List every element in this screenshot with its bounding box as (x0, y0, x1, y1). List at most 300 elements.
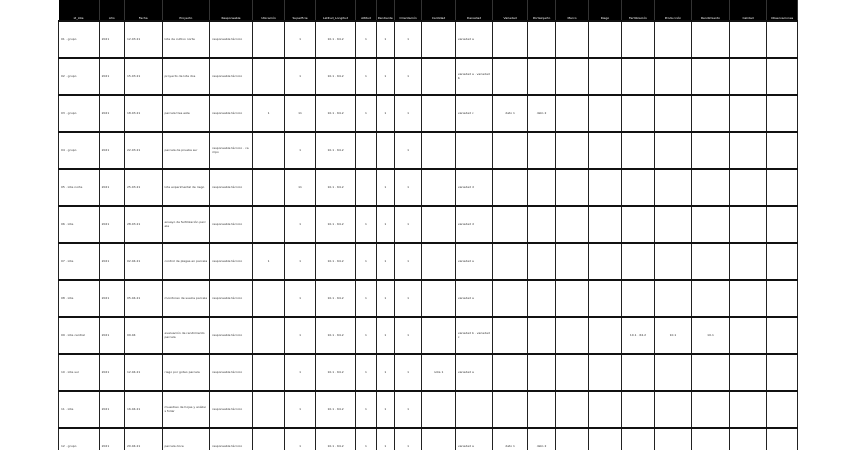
table-cell[interactable]: 22.03.21 (124, 132, 162, 169)
table-cell[interactable] (252, 21, 284, 58)
table-cell[interactable]: 1 (356, 206, 376, 243)
table-cell[interactable] (556, 132, 588, 169)
table-cell[interactable] (767, 58, 798, 95)
table-cell[interactable] (588, 428, 621, 450)
table-cell[interactable] (556, 280, 588, 317)
table-cell[interactable]: 16.04.21 (124, 391, 162, 428)
table-cell[interactable] (556, 206, 588, 243)
table-cell[interactable] (767, 206, 798, 243)
table-cell[interactable]: 10.1 · 64.2 (315, 58, 356, 95)
table-cell[interactable]: parcela de prueba sur (162, 132, 210, 169)
table-cell[interactable]: responsable técnico (210, 391, 253, 428)
table-cell[interactable] (556, 58, 588, 95)
table-cell[interactable]: 1 (285, 58, 315, 95)
table-cell[interactable]: dato 1 (493, 95, 528, 132)
table-cell[interactable]: responsable técnico (210, 243, 253, 280)
column-header[interactable]: Proyecto (162, 0, 210, 21)
table-cell[interactable]: 06 · lote (59, 206, 100, 243)
table-cell[interactable] (622, 243, 654, 280)
table-cell[interactable]: 10.1 · 64.2 (315, 391, 356, 428)
table-cell[interactable] (422, 243, 455, 280)
column-header[interactable]: Observaciones (767, 0, 798, 21)
table-body (59, 21, 798, 450)
table-cell[interactable] (493, 317, 528, 354)
table-cell[interactable] (422, 58, 455, 95)
table-cell[interactable] (622, 95, 654, 132)
table-cell[interactable] (422, 169, 455, 206)
table-cell[interactable]: 1 (376, 280, 394, 317)
table-cell[interactable]: 1 (285, 206, 315, 243)
table-cell[interactable] (729, 206, 767, 243)
table-cell[interactable]: 1 (356, 280, 376, 317)
table-cell[interactable]: 10 · lote sur (59, 354, 100, 391)
table-cell[interactable]: 1 (285, 280, 315, 317)
table-cell[interactable]: 10.1 · 64.2 (315, 317, 356, 354)
table-cell[interactable]: 1 (376, 354, 394, 391)
table-cell[interactable] (556, 21, 588, 58)
table-cell[interactable] (556, 169, 588, 206)
table-cell[interactable]: 28.03.21 (124, 206, 162, 243)
table-cell[interactable]: responsable técnico (210, 317, 253, 354)
table-cell[interactable] (252, 317, 284, 354)
table-cell[interactable] (252, 132, 284, 169)
column-header[interactable]: id_lote (59, 0, 100, 21)
table-cell[interactable]: dato 2 (527, 95, 555, 132)
table-cell[interactable] (252, 354, 284, 391)
table-cell[interactable]: 04 · grupo (59, 132, 100, 169)
table-cell[interactable] (654, 132, 692, 169)
table-cell[interactable]: 1 (394, 317, 421, 354)
table-cell[interactable] (767, 317, 798, 354)
table-cell[interactable]: 1 (376, 428, 394, 450)
table-cell[interactable] (588, 391, 621, 428)
table-cell[interactable]: 2021 (99, 132, 124, 169)
table-cell[interactable]: responsable técnico (210, 58, 253, 95)
table-cell[interactable]: 10.1 · 64.2 (622, 317, 654, 354)
table-cell[interactable] (654, 428, 692, 450)
spreadsheet (58, 0, 798, 450)
table-cell[interactable] (767, 132, 798, 169)
table-cell[interactable]: 2021 (99, 243, 124, 280)
column-header[interactable]: Latitud_Longitud (315, 0, 356, 21)
table-cell[interactable] (527, 58, 555, 95)
table-cell[interactable]: 11 (285, 95, 315, 132)
table-cell[interactable] (493, 243, 528, 280)
table-cell[interactable] (622, 21, 654, 58)
table-cell[interactable]: 01 · grupo (59, 21, 100, 58)
table-cell[interactable]: 1 (376, 58, 394, 95)
table-row (59, 391, 798, 428)
data-table (58, 0, 798, 450)
column-header[interactable]: Ubicación (252, 0, 284, 21)
table-cell[interactable] (493, 132, 528, 169)
table-cell[interactable]: responsable técnico (210, 95, 253, 132)
table-cell[interactable] (556, 317, 588, 354)
column-header[interactable]: Portainjerto (527, 0, 555, 21)
table-cell[interactable] (767, 280, 798, 317)
table-cell[interactable]: 1 (285, 317, 315, 354)
table-cell[interactable] (654, 391, 692, 428)
table-cell[interactable]: 2021 (99, 206, 124, 243)
table-cell[interactable]: muestreo de hojas y análisis foliar (162, 391, 210, 428)
table-cell[interactable] (654, 58, 692, 95)
table-cell[interactable] (767, 354, 798, 391)
table-cell[interactable] (422, 428, 455, 450)
column-header[interactable]: Fecha (124, 0, 162, 21)
table-cell[interactable]: nota 1 (422, 354, 455, 391)
table-cell[interactable] (493, 58, 528, 95)
table-row (59, 132, 798, 169)
table-cell[interactable] (729, 21, 767, 58)
column-header[interactable]: Cantidad (422, 0, 455, 21)
table-cell[interactable]: 2021 (99, 391, 124, 428)
column-header[interactable]: Superficie (285, 0, 315, 21)
table-cell[interactable]: 10.1 (692, 317, 730, 354)
table-cell[interactable] (493, 391, 528, 428)
table-cell[interactable] (622, 58, 654, 95)
table-cell[interactable]: ensayo de fertilización parcela (162, 206, 210, 243)
table-cell[interactable]: 2021 (99, 280, 124, 317)
table-cell[interactable]: 11 (285, 169, 315, 206)
table-cell[interactable] (692, 354, 730, 391)
table-cell[interactable]: parcela tres este (162, 95, 210, 132)
table-cell[interactable] (729, 280, 767, 317)
table-cell[interactable]: 1 (394, 58, 421, 95)
table-cell[interactable]: 12 · grupo (59, 428, 100, 450)
table-cell[interactable] (527, 354, 555, 391)
table-cell[interactable] (692, 391, 730, 428)
table-cell[interactable]: 25.03.21 (124, 169, 162, 206)
table-cell[interactable] (767, 428, 798, 450)
table-cell[interactable] (588, 317, 621, 354)
table-cell[interactable]: evaluación de rendimiento parcela (162, 317, 210, 354)
table-cell[interactable] (692, 95, 730, 132)
table-cell[interactable] (767, 95, 798, 132)
table-cell[interactable]: 1 (285, 21, 315, 58)
table-cell[interactable]: dato 1 (493, 428, 528, 450)
table-cell[interactable] (588, 58, 621, 95)
table-cell[interactable] (356, 169, 376, 206)
table-cell[interactable]: 1 (376, 21, 394, 58)
table-row (59, 354, 798, 391)
table-cell[interactable]: 1 (376, 391, 394, 428)
table-cell[interactable]: 1 (394, 280, 421, 317)
header-row (59, 0, 798, 21)
table-cell[interactable]: 10.1 · 64.2 (315, 169, 356, 206)
table-cell[interactable] (422, 391, 455, 428)
column-header[interactable]: Orientación (394, 0, 421, 21)
column-header[interactable]: Rendimiento (692, 0, 730, 21)
table-cell[interactable]: 02 · grupo (59, 58, 100, 95)
table-cell[interactable]: dato 2 (527, 428, 555, 450)
table-cell[interactable]: responsable técnico (210, 280, 253, 317)
table-cell[interactable]: 1 (376, 206, 394, 243)
column-header[interactable]: Responsable (210, 0, 253, 21)
table-cell[interactable]: 1 (394, 95, 421, 132)
table-cell[interactable] (588, 132, 621, 169)
table-cell[interactable]: 2021 (99, 169, 124, 206)
table-cell[interactable] (729, 428, 767, 450)
table-row (59, 243, 798, 280)
table-cell[interactable] (692, 132, 730, 169)
table-cell[interactable]: variedad a (455, 280, 493, 317)
table-cell[interactable]: 1 (356, 243, 376, 280)
table-cell[interactable] (654, 243, 692, 280)
table-cell[interactable] (767, 21, 798, 58)
table-cell[interactable] (493, 169, 528, 206)
table-cell[interactable]: 1 (285, 132, 315, 169)
table-cell[interactable] (527, 206, 555, 243)
column-header[interactable]: Fertilización (622, 0, 654, 21)
table-cell[interactable]: 1 (252, 243, 284, 280)
table-cell[interactable] (252, 206, 284, 243)
table-cell[interactable] (455, 391, 493, 428)
table-cell[interactable]: 05 · lote norte (59, 169, 100, 206)
table-cell[interactable]: 1 (376, 169, 394, 206)
table-cell[interactable] (422, 206, 455, 243)
table-cell[interactable]: 2021 (99, 58, 124, 95)
table-cell[interactable]: responsable técnico (210, 428, 253, 450)
table-cell[interactable] (654, 280, 692, 317)
table-cell[interactable]: 08 · lote (59, 280, 100, 317)
table-cell[interactable]: 1 (394, 169, 421, 206)
table-cell[interactable]: 1 (356, 58, 376, 95)
table-cell[interactable] (729, 391, 767, 428)
table-cell[interactable]: 12.04.21 (124, 354, 162, 391)
table-cell[interactable] (622, 280, 654, 317)
table-cell[interactable] (556, 428, 588, 450)
table-cell[interactable] (252, 169, 284, 206)
table-cell[interactable]: variedad a (455, 21, 493, 58)
table-cell[interactable]: 12.03.21 (124, 21, 162, 58)
table-cell[interactable] (252, 428, 284, 450)
column-header[interactable]: Año (99, 0, 124, 21)
column-header[interactable]: Densidad (455, 0, 493, 21)
table-cell[interactable] (422, 317, 455, 354)
table-cell[interactable] (692, 21, 730, 58)
table-cell[interactable]: 1 (356, 354, 376, 391)
table-cell[interactable] (692, 58, 730, 95)
table-cell[interactable] (556, 95, 588, 132)
table-cell[interactable] (692, 243, 730, 280)
table-cell[interactable]: 10.1 · 64.2 (315, 21, 356, 58)
table-cell[interactable]: 1 (376, 95, 394, 132)
table-cell[interactable]: responsable técnico (210, 21, 253, 58)
table-cell[interactable]: 1 (252, 95, 284, 132)
table-cell[interactable]: 07 · lote (59, 243, 100, 280)
table-cell[interactable] (422, 21, 455, 58)
table-cell[interactable] (422, 95, 455, 132)
column-header[interactable]: Altitud (356, 0, 376, 21)
table-cell[interactable]: 05.04.21 (124, 280, 162, 317)
column-header[interactable]: Calidad (729, 0, 767, 21)
table-cell[interactable]: 2021 (99, 354, 124, 391)
table-cell[interactable] (692, 206, 730, 243)
table-cell[interactable] (493, 21, 528, 58)
table-cell[interactable] (527, 21, 555, 58)
table-cell[interactable] (422, 280, 455, 317)
table-row (59, 58, 798, 95)
table-cell[interactable] (654, 95, 692, 132)
table-cell[interactable] (493, 354, 528, 391)
table-cell[interactable]: 2021 (99, 21, 124, 58)
table-cell[interactable]: 18.03.21 (124, 95, 162, 132)
table-cell[interactable]: 20.04.21 (124, 428, 162, 450)
table-cell[interactable]: 1 (394, 206, 421, 243)
table-cell[interactable] (527, 317, 555, 354)
table-cell[interactable] (356, 132, 376, 169)
table-cell[interactable] (692, 169, 730, 206)
table-cell[interactable]: 2021 (99, 428, 124, 450)
table-cell[interactable] (588, 21, 621, 58)
table-cell[interactable] (556, 354, 588, 391)
column-header[interactable]: Marco (556, 0, 588, 21)
table-cell[interactable]: 15.03.21 (124, 58, 162, 95)
table-cell[interactable]: 1 (394, 391, 421, 428)
table-cell[interactable] (455, 132, 493, 169)
table-cell[interactable] (767, 391, 798, 428)
table-cell[interactable]: variedad a (455, 428, 493, 450)
table-cell[interactable] (654, 21, 692, 58)
table-cell[interactable]: 1 (356, 428, 376, 450)
table-cell[interactable] (588, 206, 621, 243)
table-cell[interactable] (527, 280, 555, 317)
table-cell[interactable]: 1 (285, 354, 315, 391)
table-cell[interactable]: 10.1 · 64.2 (315, 132, 356, 169)
table-cell[interactable]: lote experimental de riego (162, 169, 210, 206)
table-cell[interactable] (654, 206, 692, 243)
table-cell[interactable] (622, 354, 654, 391)
table-cell[interactable]: 1 (394, 21, 421, 58)
table-cell[interactable] (493, 206, 528, 243)
table-cell[interactable]: 11 · lote (59, 391, 100, 428)
table-cell[interactable]: variedad b · variedad c (455, 317, 493, 354)
table-cell[interactable]: 1 (394, 243, 421, 280)
table-cell[interactable] (527, 169, 555, 206)
column-header[interactable]: Producción (654, 0, 692, 21)
table-cell[interactable] (654, 354, 692, 391)
table-cell[interactable]: 10.1 · 64.2 (315, 354, 356, 391)
table-cell[interactable] (729, 95, 767, 132)
table-cell[interactable]: 1 (285, 428, 315, 450)
table-cell[interactable] (527, 132, 555, 169)
table-cell[interactable]: monitoreo de suelos parcela (162, 280, 210, 317)
table-cell[interactable]: 1 (285, 391, 315, 428)
table-cell[interactable]: 2021 (99, 95, 124, 132)
table-cell[interactable]: 1 (285, 243, 315, 280)
table-cell[interactable] (588, 243, 621, 280)
table-cell[interactable]: 10.1 · 64.2 (315, 243, 356, 280)
table-cell[interactable]: 1 (394, 354, 421, 391)
table-cell[interactable] (729, 132, 767, 169)
table-cell[interactable] (376, 132, 394, 169)
table-cell[interactable] (622, 132, 654, 169)
table-cell[interactable]: 10.1 · 64.2 (315, 428, 356, 450)
table-cell[interactable] (729, 169, 767, 206)
table-cell[interactable]: control de plagas en parcela (162, 243, 210, 280)
table-cell[interactable] (654, 169, 692, 206)
table-cell[interactable] (767, 169, 798, 206)
table-cell[interactable] (692, 428, 730, 450)
table-cell[interactable]: parcela doce (162, 428, 210, 450)
table-cell[interactable]: responsable técnico (210, 206, 253, 243)
table-cell[interactable] (622, 206, 654, 243)
column-header[interactable]: Variedad (493, 0, 528, 21)
table-cell[interactable] (556, 391, 588, 428)
table-cell[interactable]: variedad c (455, 95, 493, 132)
table-cell[interactable]: variedad d (455, 169, 493, 206)
table-row (59, 280, 798, 317)
table-cell[interactable]: 10.1 · 64.2 (315, 95, 356, 132)
table-cell[interactable]: 10.1 · 64.2 (315, 280, 356, 317)
table-cell[interactable]: 10.1 · 64.2 (315, 206, 356, 243)
table-cell[interactable]: variedad a (455, 354, 493, 391)
table-cell[interactable]: 1 (356, 391, 376, 428)
table-cell[interactable]: 1 (394, 132, 421, 169)
table-row (59, 95, 798, 132)
column-header[interactable]: Pendiente (376, 0, 394, 21)
table-cell[interactable]: responsable técnico · campo (210, 132, 253, 169)
table-cell[interactable]: 10.1 (654, 317, 692, 354)
table-cell[interactable] (588, 169, 621, 206)
table-cell[interactable] (622, 391, 654, 428)
table-cell[interactable]: 1 (376, 317, 394, 354)
table-row (59, 21, 798, 58)
table-row (59, 206, 798, 243)
table-cell[interactable] (692, 280, 730, 317)
table-cell[interactable]: 2021 (99, 317, 124, 354)
table-cell[interactable]: 09.04 (124, 317, 162, 354)
table-cell[interactable]: 09 · lote central (59, 317, 100, 354)
table-cell[interactable]: 1 (356, 95, 376, 132)
table-cell[interactable]: responsable técnico (210, 169, 253, 206)
table-cell[interactable]: 1 (356, 21, 376, 58)
table-cell[interactable]: proyecto de lote dos (162, 58, 210, 95)
table-cell[interactable]: variedad a · variedad b (455, 58, 493, 95)
table-cell[interactable]: lote de cultivo norte (162, 21, 210, 58)
table-cell[interactable] (527, 391, 555, 428)
table-cell[interactable]: 03 · grupo (59, 95, 100, 132)
table-cell[interactable] (588, 354, 621, 391)
table-cell[interactable] (493, 280, 528, 317)
table-cell[interactable] (527, 243, 555, 280)
table-cell[interactable]: responsable técnico (210, 354, 253, 391)
table-cell[interactable] (422, 132, 455, 169)
table-cell[interactable] (622, 169, 654, 206)
table-cell[interactable] (588, 95, 621, 132)
table-cell[interactable] (729, 243, 767, 280)
table-cell[interactable] (767, 243, 798, 280)
column-header[interactable]: Riego (588, 0, 621, 21)
table-cell[interactable] (556, 243, 588, 280)
table-cell[interactable] (252, 58, 284, 95)
table-cell[interactable] (729, 354, 767, 391)
table-cell[interactable]: variedad d (455, 206, 493, 243)
table-cell[interactable] (729, 317, 767, 354)
table-cell[interactable] (252, 280, 284, 317)
table-cell[interactable]: riego por goteo parcela (162, 354, 210, 391)
table-cell[interactable] (588, 280, 621, 317)
table-cell[interactable] (252, 391, 284, 428)
table-cell[interactable] (729, 58, 767, 95)
table-row (59, 317, 798, 354)
table-cell[interactable]: 02.04.21 (124, 243, 162, 280)
table-cell[interactable]: 1 (394, 428, 421, 450)
table-cell[interactable] (622, 428, 654, 450)
table-cell[interactable]: variedad a (455, 243, 493, 280)
table-cell[interactable]: 1 (376, 243, 394, 280)
table-cell[interactable]: 1 (356, 317, 376, 354)
